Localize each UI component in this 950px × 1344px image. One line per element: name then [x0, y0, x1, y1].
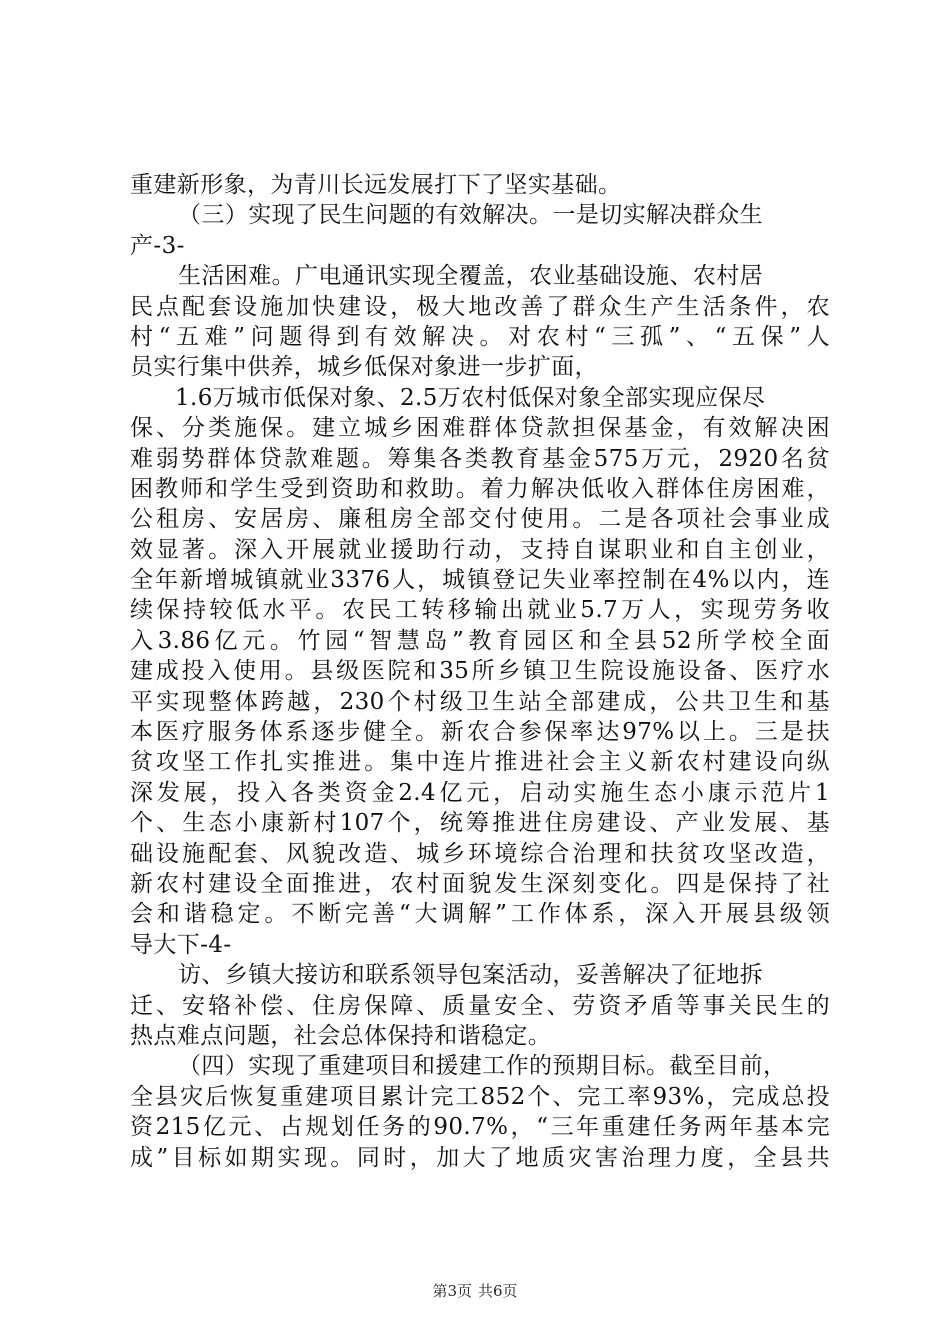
- text-line: 1.6万城市低保对象、2.5万农村低保对象全部实现应保尽: [175, 384, 766, 411]
- text-line: 困教师和学生受到资助和救助。着力解决低收入群体住房困难，: [130, 475, 830, 502]
- text-line: 员实行集中供养，城乡低保对象进一步扩面，: [130, 354, 598, 381]
- text-line: 访、乡镇大接访和联系领导包案活动，妥善解决了征地拆: [178, 962, 763, 989]
- text-line: 迁、安辂补偿、住房保障、质量安全、劳资矛盾等事关民生的: [130, 992, 830, 1019]
- text-line: 热点难点问题，社会总体保持和谐稳定。: [130, 1022, 552, 1049]
- text-line: 资215亿元、占规划任务的90.7%，“三年重建任务两年基本完: [130, 1114, 830, 1141]
- text-line: 公租房、安居房、廉租房全部交付使用。二是各项社会事业成: [130, 506, 830, 533]
- text-line: 础设施配套、风貌改造、城乡环境综合治理和扶贫攻坚改造，: [130, 840, 830, 867]
- text-line: 全县灾后恢复重建项目累计完工852个、完工率93%，完成总投: [130, 1083, 830, 1110]
- text-line: 效显著。深入开展就业援助行动，支持自谋职业和自主创业，: [130, 536, 830, 563]
- body-text: [130, 170, 830, 1173]
- text-line: 成”目标如期实现。同时，加大了地质灾害治理力度，全县共: [130, 1144, 830, 1171]
- text-line: 深发展，投入各类资金2.4亿元，启动实施生态小康示范片1: [130, 779, 830, 806]
- text-line: 全年新增城镇就业3376人，城镇登记失业率控制在4%以内，连: [130, 567, 830, 594]
- page-number: 第3页: [432, 1282, 472, 1300]
- page-total: 共6页: [478, 1282, 518, 1300]
- text-line: 保、分类施保。建立城乡困难群体贷款担保基金，有效解决困: [130, 415, 830, 442]
- text-line: 民点配套设施加快建设，极大地改善了群众生产生活条件，农: [130, 293, 830, 320]
- text-line: 生活困难。广电通讯实现全覆盖，农业基础设施、农村居: [178, 263, 763, 290]
- text-line: 入3.86亿元。竹园“智慧岛”教育园区和全县52所学校全面: [130, 627, 830, 654]
- text-line: 重建新形象，为青川长远发展打下了坚实基础。: [130, 172, 622, 198]
- text-line: 续保持较低水平。农民工转移输出就业5.7万人，实现劳务收: [130, 597, 830, 624]
- text-line: 导大下-4-: [130, 931, 232, 958]
- text-line: 会和谐稳定。不断完善“大调解”工作体系，深入开展县级领: [130, 901, 830, 928]
- text-line: 本医疗服务体系逐步健全。新农合参保率达97%以上。三是扶: [130, 719, 830, 746]
- text-line: 贫攻坚工作扎实推进。集中连片推进社会主义新农村建设向纵: [130, 749, 830, 776]
- page-footer: [0, 1281, 950, 1301]
- text-line: 新农村建设全面推进，农村面貌发生深刻变化。四是保持了社: [130, 870, 830, 897]
- text-line: （三）实现了民生问题的有效解决。一是切实解决群众生: [178, 202, 763, 229]
- text-line: 平实现整体跨越，230个村级卫生站全部建成，公共卫生和基: [130, 688, 830, 715]
- text-line: 个、生态小康新村107个，统筹推进住房建设、产业发展、基: [130, 810, 830, 837]
- text-line: 产-3-: [130, 232, 185, 259]
- text-line: 村“五难”问题得到有效解决。对农村“三孤”、“五保”人: [130, 323, 830, 350]
- text-line: （四）实现了重建项目和援建工作的预期目标。截至目前，: [178, 1053, 787, 1080]
- text-line: 建成投入使用。县级医院和35所乡镇卫生院设施设备、医疗水: [130, 658, 830, 685]
- text-line: 难弱势群体贷款难题。筹集各类教育基金575万元，2920名贫: [130, 445, 830, 472]
